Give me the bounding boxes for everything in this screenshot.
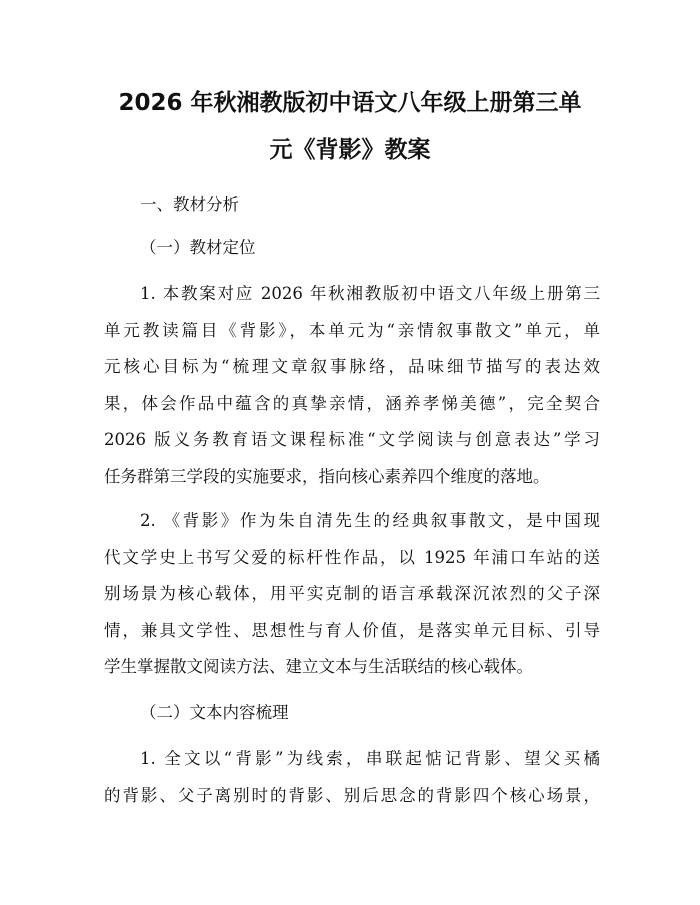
subsection-heading-content-outline: （二）文本内容梳理 xyxy=(140,703,289,722)
paragraph-line: 的背影、父子离别时的背影、别后思念的背影四个核心场景， xyxy=(104,785,600,805)
paragraph-content-outline-1 xyxy=(104,741,600,814)
paragraph-line: 2026 版义务教育语文课程标准“文学阅读与创意表达”学习 xyxy=(104,430,600,449)
paragraph-line: 元核心目标为“梳理文章叙事脉络，品味细节描写的表达效 xyxy=(104,357,600,376)
paragraph-line: 果，体会作品中蕴含的真挚亲情，涵养孝悌美德”，完全契合 xyxy=(104,393,600,413)
paragraph-line: 情，兼具文学性、思想性与育人价值，是落实单元目标、引导 xyxy=(104,620,600,640)
paragraph-line: 2. 《背影》作为朱自清先生的经典叙事散文，是中国现 xyxy=(140,511,600,530)
paragraph-line: 任务群第三学段的实施要求，指向核心素养四个维度的落地。 xyxy=(104,466,550,486)
document-title-line-2: 元《背影》教案 xyxy=(269,137,431,163)
paragraph-line: 1. 全文以“背影”为线索，串联起惦记背影、望父买橘 xyxy=(140,749,600,768)
section-heading-materials-analysis: 一、教材分析 xyxy=(140,195,239,214)
document-title-line-1: 2026 年秋湘教版初中语文八年级上册第三单 xyxy=(118,90,582,116)
paragraph-line: 单元教读篇目《背影》，本单元为“亲情叙事散文”单元，单 xyxy=(104,320,600,340)
paragraph-line: 代文学史上书写父爱的标杆性作品，以 1925 年浦口车站的送 xyxy=(104,547,600,567)
subsection-heading-positioning: （一）教材定位 xyxy=(140,238,256,257)
paragraph-positioning-2 xyxy=(104,503,600,686)
paragraph-line: 别场景为核心载体，用平实克制的语言承载深沉浓烈的父子深 xyxy=(104,584,600,603)
paragraph-line: 学生掌握散文阅读方法、建立文本与生活联结的核心载体。 xyxy=(104,657,533,676)
paragraph-line: 1. 本教案对应 2026 年秋湘教版初中语文八年级上册第三 xyxy=(140,284,600,303)
paragraph-positioning-1 xyxy=(104,276,600,495)
